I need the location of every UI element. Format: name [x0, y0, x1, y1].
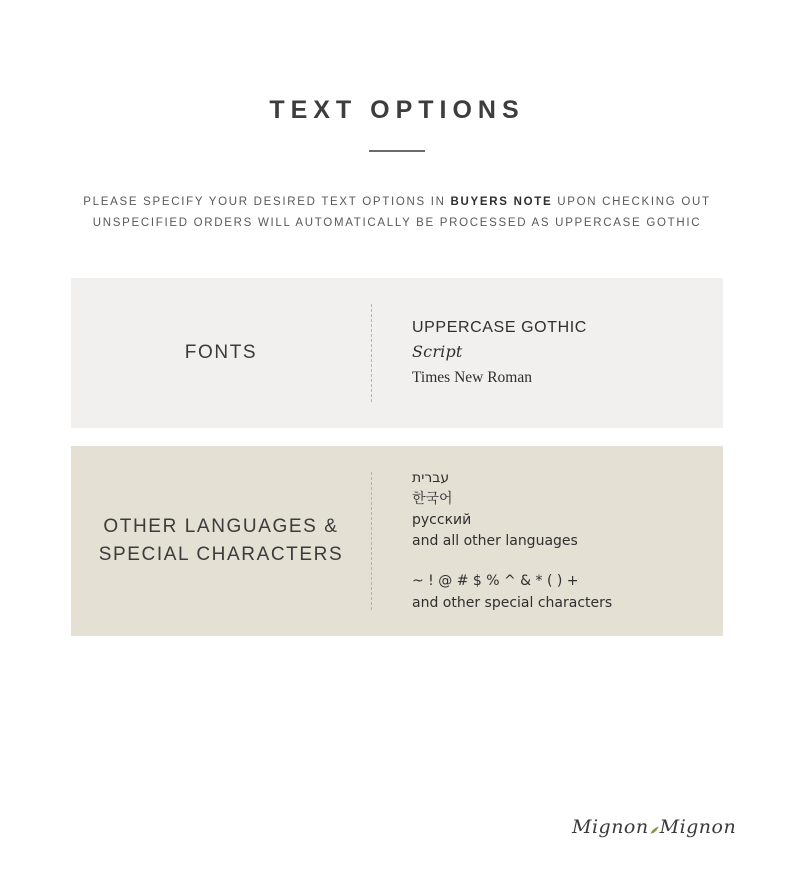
language-item: and all other languages	[412, 533, 578, 549]
intro-line-2: UNSPECIFIED ORDERS WILL AUTOMATICALLY BE PROCESSED AS UPPERCASE GOTHIC	[92, 217, 702, 229]
title-divider	[369, 150, 425, 152]
leaf-icon	[650, 826, 659, 835]
document-page	[0, 96, 794, 890]
languages-label-line-1: OTHER LANGUAGES &	[103, 516, 339, 537]
special-characters-list	[412, 570, 723, 614]
languages-block-label	[71, 446, 371, 636]
font-option-times-new-roman: Times New Roman	[412, 369, 532, 386]
languages-block-content	[372, 446, 723, 636]
intro-line-1-before: PLEASE SPECIFY YOUR DESIRED TEXT OPTIONS IN	[83, 196, 451, 208]
language-item: עברית	[412, 470, 450, 486]
font-option-script: Script	[412, 342, 463, 361]
logo-word-left: Mignon	[572, 816, 649, 838]
special-characters-item: and other special characters	[412, 595, 613, 611]
font-option-uppercase-gothic: UPPERCASE GOTHIC	[412, 319, 587, 336]
intro-line-1	[0, 192, 794, 213]
fonts-block-content	[372, 278, 723, 428]
intro-line-1-after: UPON CHECKING OUT	[552, 196, 711, 208]
languages-block	[71, 446, 723, 636]
language-item: русский	[412, 512, 472, 528]
special-characters-item: ~ ! @ # $ % ^ & * ( ) +	[412, 573, 579, 589]
languages-label-line-2: SPECIAL CHARACTERS	[98, 544, 344, 565]
logo-text	[572, 816, 737, 838]
logo-word-right: Mignon	[659, 816, 737, 838]
brand-logo	[572, 816, 737, 838]
intro-line-1-strong: BUYERS NOTE	[450, 196, 553, 208]
fonts-block	[71, 278, 723, 428]
languages-list	[412, 468, 723, 552]
language-item: 한국어	[412, 491, 453, 507]
page-title: TEXT OPTIONS	[269, 96, 525, 124]
intro-text	[0, 192, 794, 234]
fonts-block-label: FONTS	[184, 342, 258, 363]
